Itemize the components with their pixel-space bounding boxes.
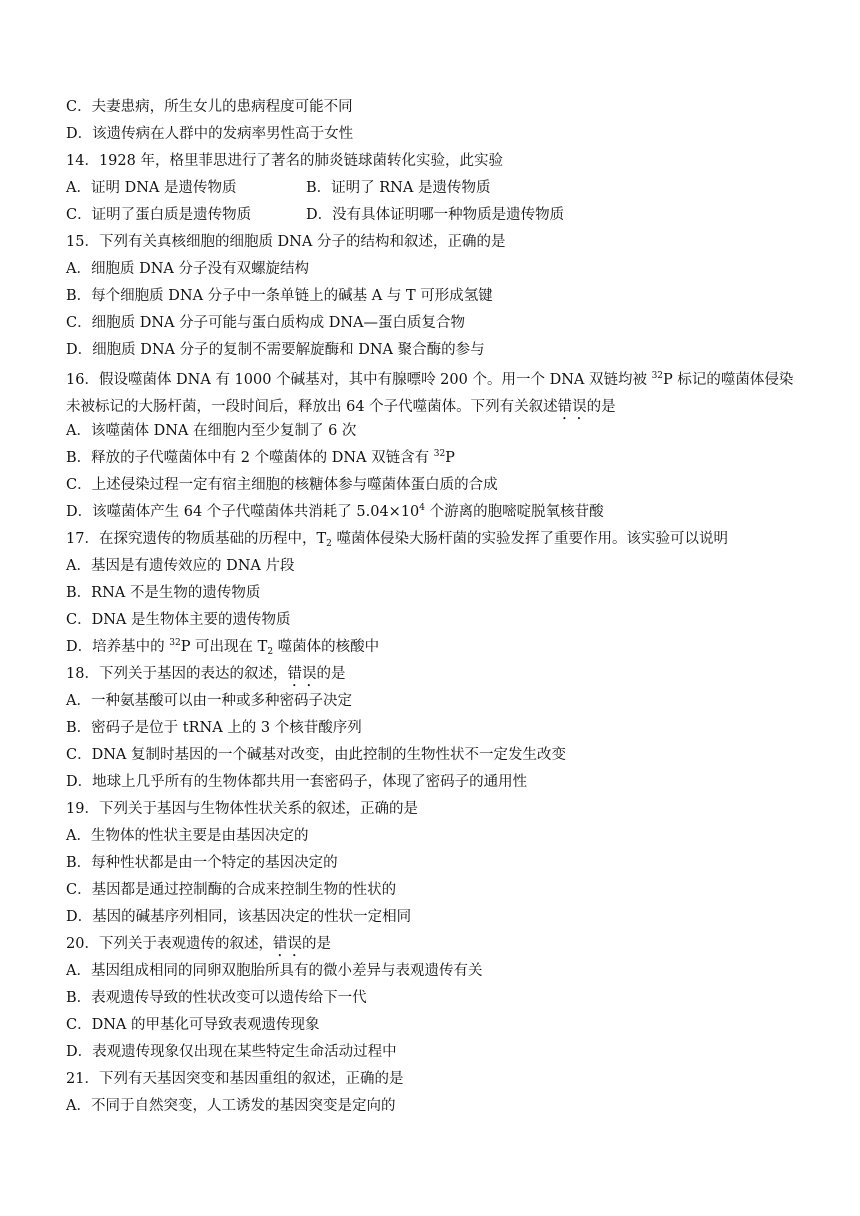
- q18-emphasis: 错误: [287, 666, 317, 682]
- q21-option-a: A．不同于自然突变，人工诱发的基因突变是定向的: [66, 1098, 396, 1114]
- q16-option-d: [66, 502, 806, 522]
- q16-option-b: [66, 448, 806, 468]
- q16-stem-text-2: P 标记的噬菌体侵染未被标记的大肠杆菌，一段时间后，释放出 64 个子代噬菌体。下列有关叙述: [66, 372, 794, 415]
- q17-option-d-text: D．培养基中的: [66, 639, 170, 655]
- q20-stem: [66, 934, 806, 960]
- q16-stem-text-1: 16．假设噬菌体 DNA 有 1000 个碱基对，其中有腺嘌呤 200 个。用一个 DNA 双链均被: [66, 372, 652, 388]
- q16-option-d-superscript: 4: [419, 503, 426, 513]
- q14-option-a: A．证明 DNA 是遗传物质: [66, 180, 237, 196]
- q15-option-c: C．细胞质 DNA 分子可能与蛋白质构成 DNA—蛋白质复合物: [66, 315, 465, 331]
- q20-option-a: A．基因组成相同的同卵双胞胎所具有的微小差异与表观遗传有关: [66, 963, 483, 979]
- q16-option-c: C．上述侵染过程一定有宿主细胞的核糖体参与噬菌体蛋白质的合成: [66, 477, 498, 493]
- q16-option-a: A．该噬菌体 DNA 在细胞内至少复制了 6 次: [66, 423, 357, 439]
- q21-stem: 21．下列有天基因突变和基因重组的叙述，正确的是: [66, 1071, 404, 1087]
- q13-option-d: D．该遗传病在人群中的发病率男性高于女性: [66, 126, 354, 142]
- q19-option-d: D．基因的碱基序列相同，该基因决定的性状一定相同: [66, 909, 412, 925]
- q19-stem: 19．下列关于基因与生物体性状关系的叙述，正确的是: [66, 801, 418, 817]
- q14-stem: 14．1928 年，格里菲思进行了著名的肺炎链球菌转化实验，此实验: [66, 153, 503, 169]
- q16-option-b-superscript: 32: [433, 449, 446, 459]
- q18-option-c: C．DNA 复制时基因的一个碱基对改变，由此控制的生物性状不一定发生改变: [66, 747, 566, 763]
- q16-superscript: 32: [651, 371, 664, 381]
- q17-stem: [66, 529, 806, 549]
- q18-stem-end: 的是: [316, 666, 346, 682]
- q20-stem-end: 的是: [301, 936, 331, 952]
- q14-option-b: B．证明了 RNA 是遗传物质: [306, 180, 491, 196]
- q16-option-b-text: B．释放的子代噬菌体中有 2 个噬菌体的 DNA 双链含有: [66, 450, 434, 466]
- q17-option-d-superscript: 32: [169, 638, 181, 648]
- q16-option-d-end: 个游离的胞嘧啶脱氧核苷酸: [425, 504, 604, 520]
- q14-option-d: D．没有具体证明哪一种物质是遗传物质: [306, 207, 565, 223]
- q14-options-ab: [66, 178, 806, 198]
- q16-stem-text-3: 的是: [586, 399, 616, 415]
- q17-stem-text: 17．在探究遗传的物质基础的历程中，T: [66, 531, 327, 547]
- q17-option-d-mid: P 可出现在 T: [180, 639, 268, 655]
- q15-option-b: B．每个细胞质 DNA 分子中一条单链上的碱基 A 与 T 可形成氢键: [66, 288, 493, 304]
- q14-options-cd: [66, 205, 806, 225]
- q16-option-d-text: D．该噬菌体产生 64 个子代噬菌体共消耗了 5.04×10: [66, 504, 420, 520]
- q14-option-c: C．证明了蛋白质是遗传物质: [66, 207, 252, 223]
- q17-option-b: B．RNA 不是生物的遗传物质: [66, 585, 261, 601]
- q15-option-d: D．细胞质 DNA 分子的复制不需要解旋酶和 DNA 聚合酶的参与: [66, 342, 485, 358]
- q16-emphasis: 错误: [557, 399, 587, 415]
- q19-option-b: B．每种性状都是由一个特定的基因决定的: [66, 855, 338, 871]
- q20-emphasis: 错误: [272, 936, 302, 952]
- q20-stem-text: 20．下列关于表观遗传的叙述，: [66, 936, 273, 952]
- q17-option-c: C．DNA 是生物体主要的遗传物质: [66, 612, 291, 628]
- q17-option-d-subscript: 2: [267, 647, 274, 657]
- q13-option-c: C．夫妻患病，所生女儿的患病程度可能不同: [66, 99, 353, 115]
- q20-option-b: B．表观遗传导致的性状改变可以遗传给下一代: [66, 990, 367, 1006]
- q15-option-a: A．细胞质 DNA 分子没有双螺旋结构: [66, 261, 309, 277]
- q18-option-b: B．密码子是位于 tRNA 上的 3 个核苷酸序列: [66, 720, 362, 736]
- q16-option-b-end: P: [445, 450, 455, 466]
- q17-stem-end: 噬菌体侵染大肠杆菌的实验发挥了重要作用。该实验可以说明: [331, 531, 728, 547]
- q19-option-c: C．基因都是通过控制酶的合成来控制生物的性状的: [66, 882, 397, 898]
- q17-option-d: [66, 637, 806, 657]
- q17-option-d-end: 噬菌体的核酸中: [273, 639, 380, 655]
- q18-stem: [66, 664, 806, 690]
- q15-stem: 15．下列有关真核细胞的细胞质 DNA 分子的结构和叙述，正确的是: [66, 234, 506, 250]
- q20-option-d: D．表观遗传现象仅出现在某些特定生命活动过程中: [66, 1044, 397, 1060]
- q18-option-a: A．一种氨基酸可以由一种或多种密码子决定: [66, 693, 352, 709]
- q16-stem: [66, 367, 806, 423]
- q17-option-a: A．基因是有遗传效应的 DNA 片段: [66, 558, 295, 574]
- q19-option-a: A．生物体的性状主要是由基因决定的: [66, 828, 309, 844]
- q18-option-d: D．地球上几乎所有的生物体都共用一套密码子，体现了密码子的通用性: [66, 774, 528, 790]
- q17-subscript: 2: [326, 539, 332, 549]
- q20-option-c: C．DNA 的甲基化可导致表观遗传现象: [66, 1017, 320, 1033]
- q18-stem-text: 18．下列关于基因的表达的叙述，: [66, 666, 288, 682]
